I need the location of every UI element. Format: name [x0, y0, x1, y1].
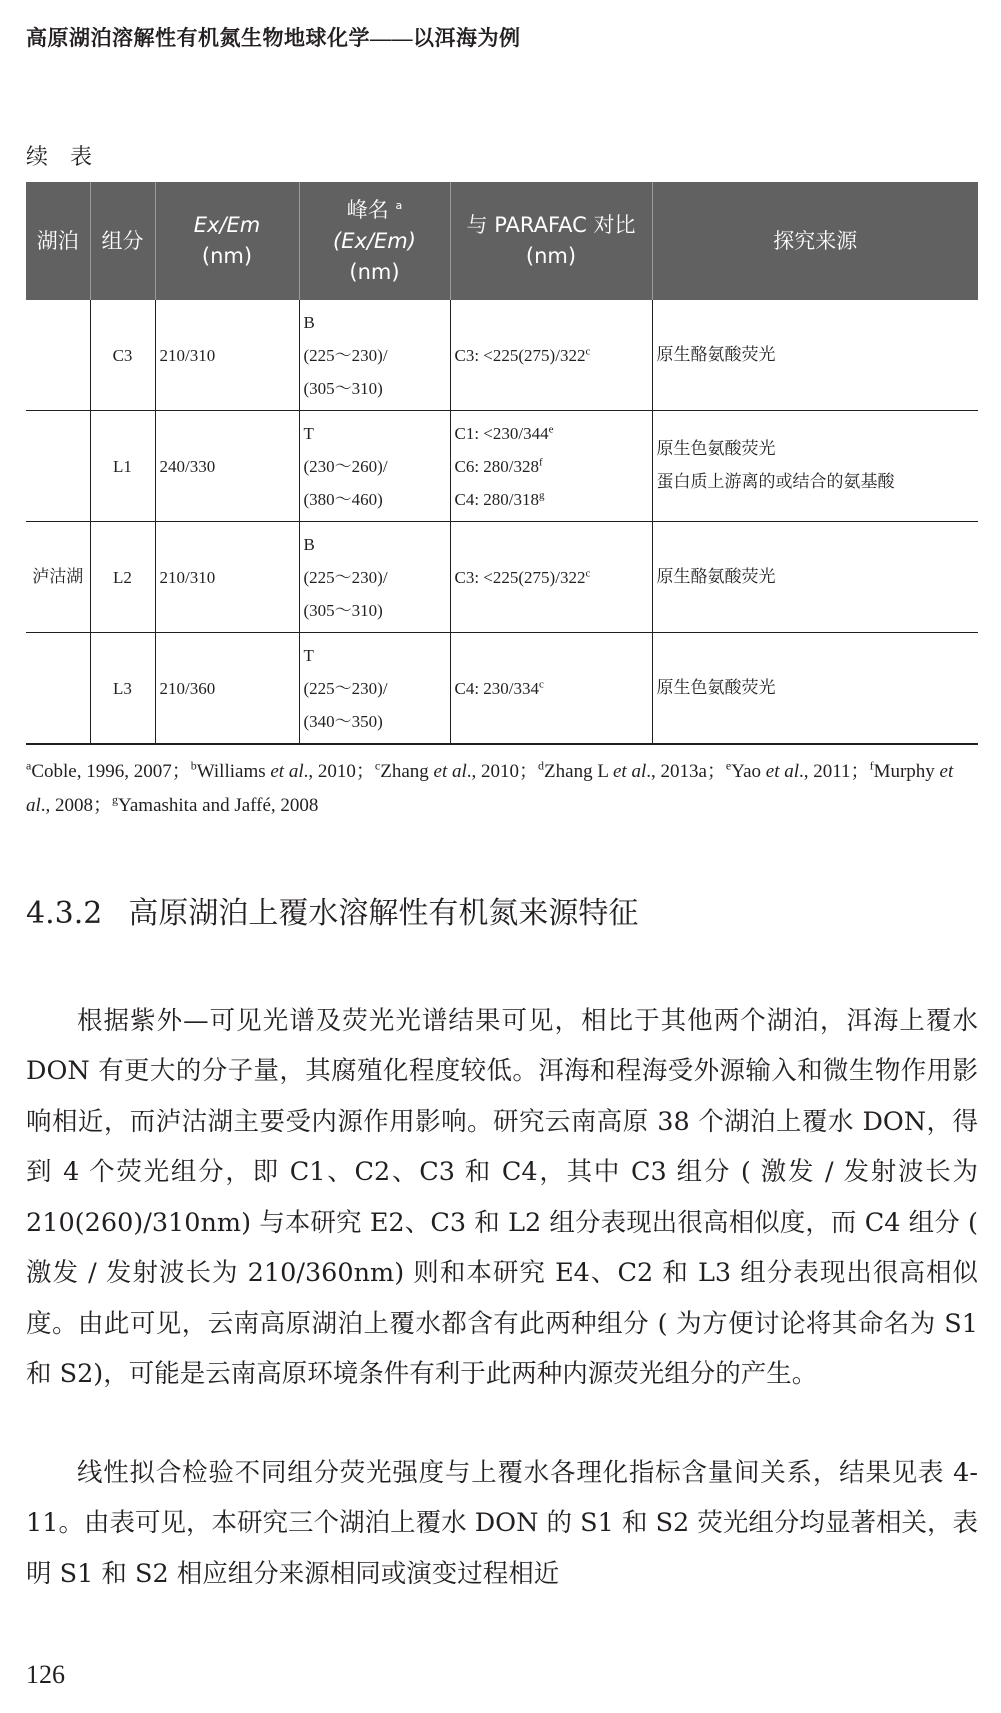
- header-parafac-label: 与 PARAFAC 对比: [466, 213, 636, 237]
- fluorescence-component-table: [26, 182, 978, 745]
- source-line: 原生色氨酸荧光: [656, 677, 776, 698]
- peak-line: T: [303, 423, 314, 443]
- peak-line: (340～350): [303, 711, 383, 731]
- parafac-line: C3: $<225(275)/322^c$: [454, 344, 591, 365]
- table-row: [26, 633, 978, 745]
- cell-exem: 240/330: [155, 411, 299, 522]
- header-component: 组分: [90, 182, 155, 300]
- body-paragraph-2: 线性拟合检验不同组分荧光强度与上覆水各理化指标含量间关系，结果见表 4-11。由表可见，本研究三个湖泊上覆水 DON 的 S1 和 S2 荧光组分均显著相关，表明 S1 和 S2 相应组分来源相同或演变过程相近: [26, 1457, 978, 1589]
- body-paragraph-1: 根据紫外—可见光谱及荧光光谱结果可见，相比于其他两个湖泊，洱海上覆水 DON 有更大的分子量，其腐殖化程度较低。洱海和程海受外源输入和微生物作用影响相近，而泸沽湖主要受内源作用影响。研究云南高原 38 个湖泊上覆水 DON，得到 4 个荧光组分，即 C1、C2、C3 和 C4，其中 C3 组分 ( 激发 / 发射波长为 210(260)/310nm) 与本研究 E2、C3 和 L2 组分表现出很高相似度，而 C4 组分 ( 激发 / 发射波长为 210/360nm) 则和本研究 E4、C2 和 L3 组分表现出很高相似度。由此可见，云南高原湖泊上覆水都含有此两种组分 ( 为方便讨论将其命名为 S1 和 S2)，可能是云南高原环境条件有利于此两种内源荧光组分的产生。: [26, 1005, 978, 1389]
- section-heading: [26, 888, 638, 932]
- cell-lake: [26, 411, 90, 522]
- header-peak-exem: (Ex/Em): [333, 228, 416, 253]
- cell-component: L2: [90, 522, 155, 633]
- peak-line: (380～460): [303, 489, 383, 509]
- parafac-line: C3: $<225(275)/322^c$: [454, 566, 591, 587]
- cell-parafac: [450, 300, 652, 411]
- header-parafac: [450, 182, 652, 300]
- cell-lake: 泸沽湖: [26, 522, 90, 633]
- cell-lake: [26, 300, 90, 411]
- parafac-line: C4: 280/318$^g$: [454, 488, 545, 509]
- cell-exem: 210/360: [155, 633, 299, 745]
- peak-line: (225～230)/: [303, 345, 388, 365]
- peak-line: (230～260)/: [303, 456, 388, 476]
- peak-line: B: [303, 534, 315, 554]
- peak-line: (225～230)/: [303, 567, 388, 587]
- table-header-row: [26, 182, 978, 300]
- parafac-line: C6: 280/328$^f$: [454, 455, 543, 476]
- cell-peak: [299, 522, 450, 633]
- header-exem-label: Ex/Em: [193, 213, 261, 237]
- peak-line: B: [303, 312, 315, 332]
- cell-lake: [26, 633, 90, 745]
- header-source: 探究来源: [652, 182, 978, 300]
- peak-line: (305～310): [303, 600, 383, 620]
- header-peak-unit: (nm): [349, 259, 400, 284]
- header-peak-label: 峰名 $^a$: [346, 197, 403, 222]
- section-title: 高原湖泊上覆水溶解性有机氮来源特征: [128, 896, 639, 931]
- peak-line: (225～230)/: [303, 678, 388, 698]
- header-lake: 湖泊: [26, 182, 90, 300]
- header-peak: [299, 182, 450, 300]
- cell-peak: [299, 633, 450, 745]
- cell-component: C3: [90, 300, 155, 411]
- table-row: [26, 522, 978, 633]
- table-row: [26, 300, 978, 411]
- table-body: [26, 300, 978, 744]
- source-line: 原生色氨酸荧光: [656, 439, 776, 459]
- header-exem-unit: (nm): [201, 244, 253, 268]
- source-line: 原生酪氨酸荧光: [656, 566, 776, 587]
- cell-exem: 210/310: [155, 522, 299, 633]
- page-number: 126: [26, 1660, 65, 1689]
- parafac-line: C4: 230/334$^c$: [454, 677, 544, 698]
- table-continued-label: 续 表: [26, 145, 93, 170]
- cell-peak: [299, 411, 450, 522]
- cell-parafac: [450, 411, 652, 522]
- cell-peak: [299, 300, 450, 411]
- peak-line: T: [303, 645, 314, 665]
- cell-component: L1: [90, 411, 155, 522]
- cell-source: [652, 522, 978, 633]
- parafac-line: C1: $<230/344^e$: [454, 422, 554, 443]
- section-number: 4.3.2: [26, 896, 103, 931]
- cell-exem: 210/310: [155, 300, 299, 411]
- cell-parafac: [450, 633, 652, 745]
- cell-source: [652, 633, 978, 745]
- source-line: 原生酪氨酸荧光: [656, 344, 776, 365]
- cell-source: [652, 300, 978, 411]
- header-parafac-unit: (nm): [525, 244, 577, 268]
- cell-source: [652, 411, 978, 522]
- cell-component: L3: [90, 633, 155, 745]
- peak-line: (305～310): [303, 378, 383, 398]
- header-exem: [155, 182, 299, 300]
- running-head: 高原湖泊溶解性有机氮生物地球化学——以洱海为例: [26, 26, 521, 50]
- table-footnote: $^a$Coble, 1996, 2007；$^b$Williams et al., 2010；$^c$Zhang et al., 2010；$^d$Zhang L et al., 2013a；$^e$Yao et al., 2011；$^f$Murphy et al., 2008；$^g$Yamashita and Jaffé, 2008: [26, 758, 954, 816]
- cell-parafac: [450, 522, 652, 633]
- source-line: 蛋白质上游离的或结合的氨基酸: [656, 472, 895, 492]
- table-row: [26, 411, 978, 522]
